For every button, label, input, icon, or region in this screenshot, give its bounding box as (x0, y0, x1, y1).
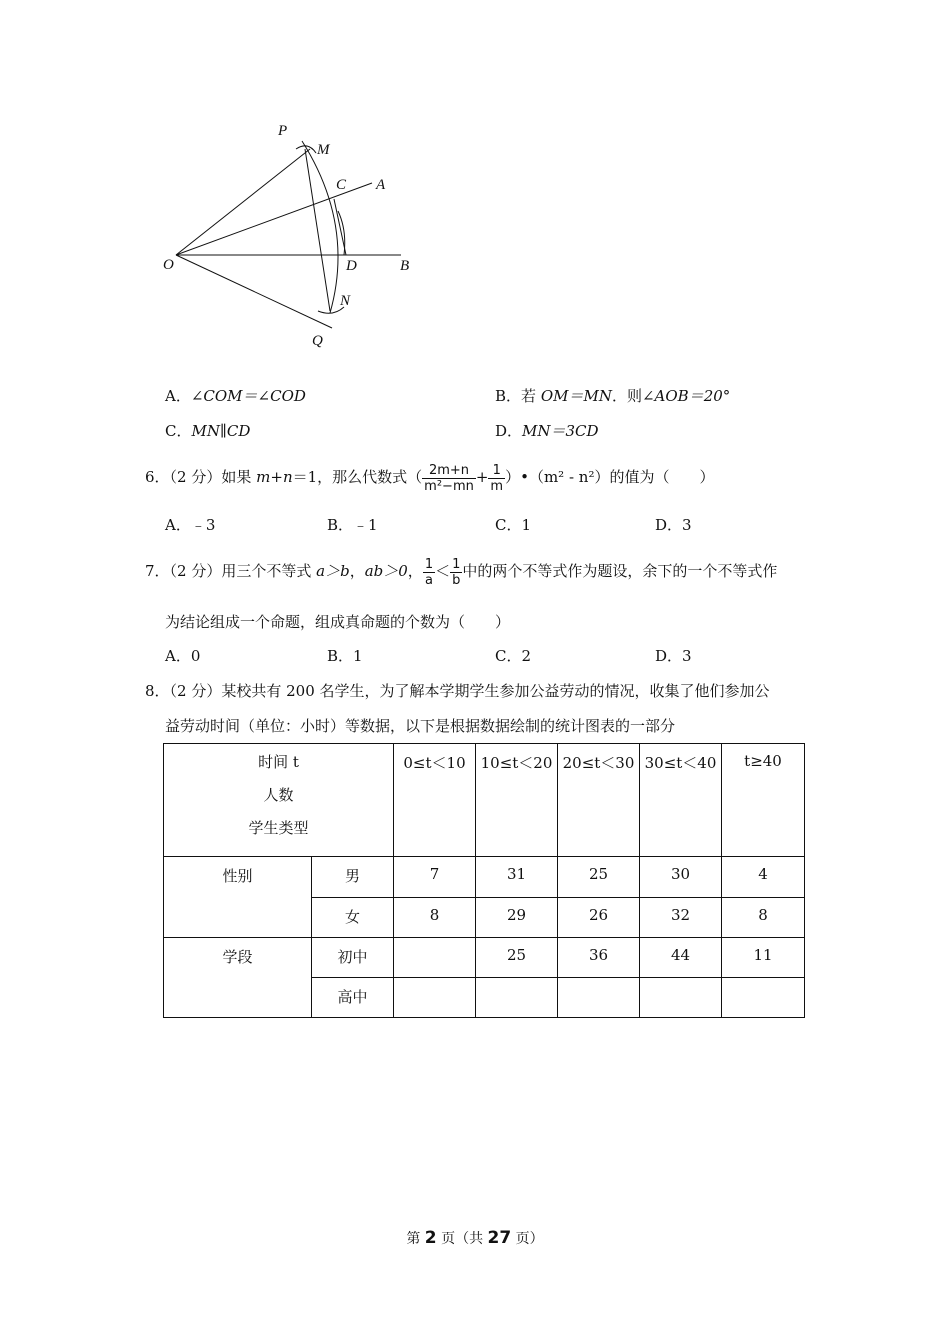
label-B: B (400, 258, 410, 274)
q7-fraction-a: $\frac{1}{a}$ (424, 556, 434, 588)
q8-stem-line1: 8．（2 分）某校共有 200 名学生，为了解本学期学生参加公益劳动的情况，收集了他们参加公 (145, 682, 770, 700)
label-Q: Q (312, 333, 323, 349)
table-cell (394, 977, 476, 1017)
row-label-senior: 高中 (312, 977, 394, 1017)
label-M: M (317, 142, 330, 158)
ray-OA (176, 183, 372, 255)
label-D: D (346, 258, 357, 274)
current-page: 2 (424, 1228, 437, 1248)
header-time-label: 时间 t (258, 753, 299, 771)
row-label-male: 男 (312, 857, 394, 897)
table-cell: 32 (640, 897, 722, 937)
q5-option-a: A．∠COM＝∠COD (165, 387, 306, 405)
q7-option-c: C．2 (495, 647, 532, 665)
q7-option-b: B．1 (327, 647, 363, 665)
label-A: A (376, 177, 386, 193)
segment-MN (305, 149, 330, 311)
ray-OP (176, 149, 310, 255)
table-cell: 29 (476, 897, 558, 937)
table-cell: 4 (722, 857, 805, 897)
q5-option-c: C．MN∥CD (165, 422, 251, 440)
col-header: t≥40 (722, 744, 805, 857)
q8-stem-line2: 益劳动时间（单位：小时）等数据，以下是根据数据绘制的统计图表的一部分 (165, 717, 676, 735)
table-cell (476, 977, 558, 1017)
table-cell: 8 (722, 897, 805, 937)
header-type-label: 学生类型 (248, 819, 309, 837)
table-cell: 7 (394, 857, 476, 897)
q5-option-b: B．若 OM＝MN．则∠AOB＝20° (495, 387, 731, 405)
total-pages: 27 (487, 1228, 512, 1248)
q6-fraction-2: $\frac{1}{m}$ (490, 462, 504, 494)
table-cell: 44 (640, 937, 722, 977)
q7-option-a: A．0 (165, 647, 201, 665)
ray-OQ (176, 255, 332, 328)
label-C: C (336, 177, 347, 193)
geometry-figure (150, 115, 440, 355)
col-header: 30≤t＜40 (640, 744, 722, 857)
table-cell: 25 (558, 857, 640, 897)
q6-option-c: C．1 (495, 516, 532, 534)
label-P: P (278, 123, 288, 139)
group-gender: 性别 (164, 857, 312, 937)
q6-option-a: A．﹣3 (165, 516, 216, 534)
header-count-label: 人数 (263, 786, 294, 804)
table-cell: 26 (558, 897, 640, 937)
col-header: 20≤t＜30 (558, 744, 640, 857)
q7-fraction-b: $\frac{1}{b}$ (452, 556, 461, 588)
q7-stem: 7．（2 分）用三个不等式 a＞b，ab＞0， $\frac{1}{a}$ ＜ $\frac{1}{b}$ 中的两个不等式作为题设，余下的一个不等式作 (145, 556, 778, 588)
label-N: N (340, 293, 351, 309)
q6-fraction-1: $\frac{2m+n}{\text{m²−mn}}$ (424, 462, 474, 494)
table-cell: 8 (394, 897, 476, 937)
table-cell (558, 977, 640, 1017)
col-header: 0≤t＜10 (394, 744, 476, 857)
table-cell (640, 977, 722, 1017)
q7-stem-line2: 为结论组成一个命题，组成真命题的个数为（ ） (165, 613, 511, 631)
table-header-diagonal (164, 744, 394, 857)
label-O: O (163, 257, 174, 273)
q6-option-b: B．﹣1 (327, 516, 378, 534)
table-cell (722, 977, 805, 1017)
statistics-table (163, 743, 805, 1018)
group-school-stage: 学段 (164, 937, 312, 1017)
table-cell: 11 (722, 937, 805, 977)
page-footer: 第 2 页（共 27 页） (406, 1228, 544, 1248)
col-header: 10≤t＜20 (476, 744, 558, 857)
q7-option-d: D．3 (655, 647, 692, 665)
table-cell: 30 (640, 857, 722, 897)
q6-option-d: D．3 (655, 516, 692, 534)
table-cell: 31 (476, 857, 558, 897)
table-cell: 25 (476, 937, 558, 977)
q5-option-d: D．MN＝3CD (495, 422, 599, 440)
row-label-female: 女 (312, 897, 394, 937)
table-cell (394, 937, 476, 977)
q6-stem: 6．（2 分）如果 m+n＝1，那么代数式（ $\frac{2m+n}{\text{m²−mn}}$ + $\frac{1}{m}$ ）•（m² - n²）的值为（ ） (145, 462, 715, 494)
table-cell: 36 (558, 937, 640, 977)
q5-option-a-text: ∠COM＝∠COD (190, 387, 306, 405)
row-label-junior: 初中 (312, 937, 394, 977)
